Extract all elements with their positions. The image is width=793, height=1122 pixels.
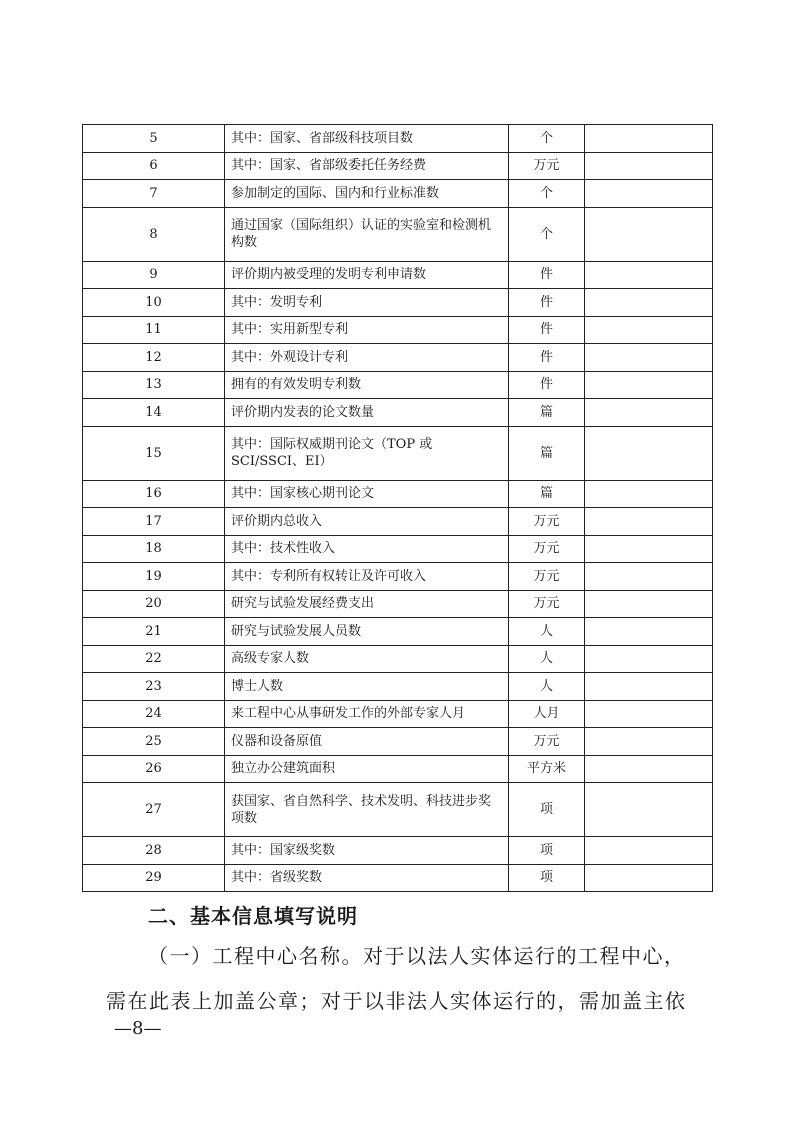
row-number-cell: 28 (83, 837, 225, 865)
row-number-cell: 13 (83, 371, 225, 399)
row-number-cell: 7 (83, 180, 225, 208)
row-number-cell: 6 (83, 152, 225, 180)
row-number-cell: 11 (83, 316, 225, 344)
value-cell[interactable] (585, 426, 713, 480)
table-row (83, 783, 713, 837)
value-cell[interactable] (585, 316, 713, 344)
unit-cell: 件 (509, 261, 585, 289)
value-cell[interactable] (585, 344, 713, 372)
table-row (83, 207, 713, 261)
unit-cell: 篇 (509, 399, 585, 427)
value-cell[interactable] (585, 289, 713, 317)
table-row (83, 180, 713, 208)
value-cell[interactable] (585, 728, 713, 756)
value-cell[interactable] (585, 645, 713, 673)
unit-cell: 篇 (509, 480, 585, 508)
row-number-cell: 20 (83, 590, 225, 618)
value-cell[interactable] (585, 837, 713, 865)
row-number-cell: 26 (83, 755, 225, 783)
value-cell[interactable] (585, 125, 713, 153)
table-row (83, 399, 713, 427)
indicator-name-cell: 其中：国家核心期刊论文 (225, 480, 509, 508)
value-cell[interactable] (585, 673, 713, 701)
row-number-cell: 12 (83, 344, 225, 372)
unit-cell: 万元 (509, 508, 585, 536)
value-cell[interactable] (585, 152, 713, 180)
indicator-name-cell: 来工程中心从事研发工作的外部专家人月 (225, 700, 509, 728)
value-cell[interactable] (585, 618, 713, 646)
indicator-name-cell: 仪器和设备原值 (225, 728, 509, 756)
row-number-cell: 18 (83, 535, 225, 563)
indicator-name-cell: 其中：技术性收入 (225, 535, 509, 563)
unit-cell: 项 (509, 837, 585, 865)
value-cell[interactable] (585, 480, 713, 508)
unit-cell: 个 (509, 180, 585, 208)
value-cell[interactable] (585, 535, 713, 563)
indicator-name-cell: 评价期内总收入 (225, 508, 509, 536)
row-number-cell: 5 (83, 125, 225, 153)
indicator-name-cell: 其中：国家级奖数 (225, 837, 509, 865)
indicator-name-cell: 其中：国家、省部级委托任务经费 (225, 152, 509, 180)
value-cell[interactable] (585, 864, 713, 892)
unit-cell: 项 (509, 864, 585, 892)
value-cell[interactable] (585, 508, 713, 536)
row-number-cell: 16 (83, 480, 225, 508)
table-row (83, 344, 713, 372)
row-number-cell: 23 (83, 673, 225, 701)
table-row (83, 563, 713, 591)
value-cell[interactable] (585, 563, 713, 591)
table-row (83, 316, 713, 344)
row-number-cell: 22 (83, 645, 225, 673)
indicator-name-cell: 获国家、省自然科学、技术发明、科技进步奖项数 (225, 783, 509, 837)
row-number-cell: 21 (83, 618, 225, 646)
value-cell[interactable] (585, 755, 713, 783)
value-cell[interactable] (585, 207, 713, 261)
value-cell[interactable] (585, 399, 713, 427)
row-number-cell: 19 (83, 563, 225, 591)
indicator-name-cell: 拥有的有效发明专利数 (225, 371, 509, 399)
statistics-table-body (83, 125, 713, 892)
table-row (83, 590, 713, 618)
table-row (83, 152, 713, 180)
table-row (83, 618, 713, 646)
unit-cell: 人 (509, 673, 585, 701)
row-number-cell: 17 (83, 508, 225, 536)
indicator-name-cell: 其中：发明专利 (225, 289, 509, 317)
unit-cell: 万元 (509, 563, 585, 591)
section-heading: 二、基本信息填写说明 (148, 904, 358, 928)
table-row (83, 728, 713, 756)
value-cell[interactable] (585, 371, 713, 399)
table-row (83, 673, 713, 701)
value-cell[interactable] (585, 590, 713, 618)
table-row (83, 864, 713, 892)
indicator-name-cell: 其中：专利所有权转让及许可收入 (225, 563, 509, 591)
row-number-cell: 10 (83, 289, 225, 317)
unit-cell: 人 (509, 645, 585, 673)
row-number-cell: 9 (83, 261, 225, 289)
row-number-cell: 25 (83, 728, 225, 756)
row-number-cell: 29 (83, 864, 225, 892)
indicator-name-cell: 其中：省级奖数 (225, 864, 509, 892)
table-row (83, 480, 713, 508)
table-row (83, 755, 713, 783)
value-cell[interactable] (585, 700, 713, 728)
indicator-name-cell: 其中：实用新型专利 (225, 316, 509, 344)
table-row (83, 125, 713, 153)
row-number-cell: 8 (83, 207, 225, 261)
table-row (83, 700, 713, 728)
table-row (83, 645, 713, 673)
value-cell[interactable] (585, 261, 713, 289)
unit-cell: 万元 (509, 535, 585, 563)
value-cell[interactable] (585, 783, 713, 837)
indicator-name-cell: 研究与试验发展人员数 (225, 618, 509, 646)
unit-cell: 件 (509, 316, 585, 344)
row-number-cell: 27 (83, 783, 225, 837)
statistics-table (82, 124, 713, 892)
indicator-name-cell: 研究与试验发展经费支出 (225, 590, 509, 618)
indicator-name-cell: 其中：外观设计专利 (225, 344, 509, 372)
section-paragraph-line-1: （一）工程中心名称。对于以法人实体运行的工程中心， (148, 944, 686, 968)
table-row (83, 535, 713, 563)
unit-cell: 平方米 (509, 755, 585, 783)
row-number-cell: 14 (83, 399, 225, 427)
unit-cell: 个 (509, 207, 585, 261)
unit-cell: 人月 (509, 700, 585, 728)
table-row (83, 426, 713, 480)
indicator-name-cell: 通过国家（国际组织）认证的实验室和检测机构数 (225, 207, 509, 261)
row-number-cell: 24 (83, 700, 225, 728)
table-row (83, 261, 713, 289)
indicator-name-cell: 评价期内发表的论文数量 (225, 399, 509, 427)
table-row (83, 837, 713, 865)
value-cell[interactable] (585, 180, 713, 208)
unit-cell: 件 (509, 371, 585, 399)
indicator-name-cell: 高级专家人数 (225, 645, 509, 673)
unit-cell: 人 (509, 618, 585, 646)
indicator-name-cell: 独立办公建筑面积 (225, 755, 509, 783)
table-row (83, 371, 713, 399)
unit-cell: 个 (509, 125, 585, 153)
row-number-cell: 15 (83, 426, 225, 480)
section-paragraph-line-2: 需在此表上加盖公章；对于以非法人实体运行的，需加盖主依 (106, 989, 687, 1013)
table-row (83, 289, 713, 317)
unit-cell: 篇 (509, 426, 585, 480)
indicator-name-cell: 其中：国家、省部级科技项目数 (225, 125, 509, 153)
unit-cell: 万元 (509, 590, 585, 618)
page-number: —8— (114, 1018, 162, 1039)
unit-cell: 项 (509, 783, 585, 837)
indicator-name-cell: 博士人数 (225, 673, 509, 701)
unit-cell: 万元 (509, 152, 585, 180)
indicator-name-cell: 参加制定的国际、国内和行业标准数 (225, 180, 509, 208)
unit-cell: 万元 (509, 728, 585, 756)
indicator-name-cell: 其中：国际权威期刊论文（TOP 或 SCI/SSCI、EI） (225, 426, 509, 480)
table-row (83, 508, 713, 536)
unit-cell: 件 (509, 344, 585, 372)
indicator-name-cell: 评价期内被受理的发明专利申请数 (225, 261, 509, 289)
unit-cell: 件 (509, 289, 585, 317)
